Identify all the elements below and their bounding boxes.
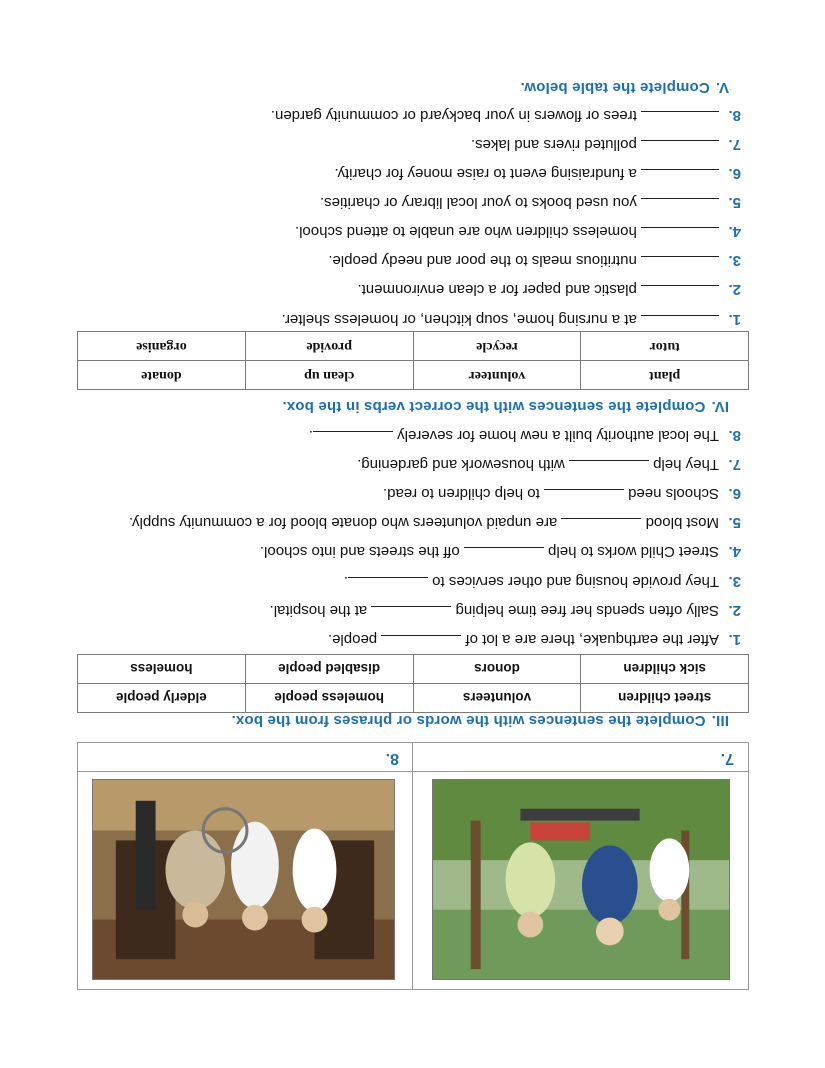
word-box-iv [77,331,749,390]
exercise-item [270,602,741,619]
item-number: 5. [728,514,741,531]
box-word: donate [78,361,246,390]
item-text: Schools need [628,485,719,502]
box-word: tutor [581,332,749,361]
item-text: The local authority built a new home for severely [397,427,719,444]
answer-blank[interactable] [641,315,719,328]
exercise-item [129,514,741,531]
answer-blank[interactable] [641,111,719,124]
photo-number: 8. [385,750,399,767]
item-number: 6. [728,485,741,502]
item-text: . [308,427,313,444]
item-text: are unpaid volunteers who donate blood for a community supply. [128,514,558,531]
box-word: sick children [581,655,749,684]
exercise-item [357,456,741,473]
box-word: homeless [78,655,246,684]
exercise-item [309,427,741,444]
answer-blank[interactable] [641,169,719,182]
section-title: Complete the sentences with the words or phrases from the box. [231,712,706,729]
answer-blank[interactable] [569,460,649,473]
item-text: off the streets and into school. [259,543,460,560]
photo-volunteers-planting [432,779,730,980]
exercise-item [328,252,741,269]
item-number: 8. [728,107,741,124]
item-text: people. [327,631,378,648]
exercise-item [271,107,741,124]
item-number: 4. [728,223,741,240]
photo-volunteers-elderly [92,779,395,980]
item-text: nutritious meals to the poor and needy people. [328,252,637,269]
item-number: 8. [728,427,741,444]
answer-blank[interactable] [313,431,393,444]
item-number: 2. [728,281,741,298]
box-word: elderly people [78,684,246,713]
answer-blank[interactable] [544,489,624,502]
exercise-item [471,136,741,153]
box-word: volunteers [413,684,581,713]
item-text: They help [653,456,719,473]
section-heading-iv [282,398,729,415]
answer-blank[interactable] [348,577,428,590]
item-number: 5. [728,194,741,211]
section-number: III. [711,712,729,729]
item-text: Most blood [645,514,719,531]
section-number: IV. [711,398,729,415]
item-number: 4. [728,543,741,560]
item-text: with housework and gardening. [357,456,565,473]
item-text: at a nursing home, soup kitchen, or homeless shelter. [281,311,637,328]
answer-blank[interactable] [641,227,719,240]
word-box-iii [77,654,749,713]
exercise-item [328,631,741,648]
section-heading-v [520,79,729,96]
item-number: 7. [728,136,741,153]
item-text: . [343,573,348,590]
answer-blank[interactable] [561,518,641,531]
section-title: Complete the table below. [520,79,710,96]
box-word: plant [581,361,749,390]
box-word: organise [78,332,246,361]
exercise-item [320,194,741,211]
box-word: donors [413,655,581,684]
item-text: After the earthquake, there are a lot of [465,631,719,648]
box-word: provide [245,332,413,361]
item-text: a fundraising event to raise money for charity. [334,165,637,182]
item-text: Sally often spends her free time helping [455,602,719,619]
answer-blank[interactable] [371,606,451,619]
box-word: homeless people [245,684,413,713]
item-text: plastic and paper for a clean environment. [357,281,637,298]
answer-blank[interactable] [381,635,461,648]
photo-divider [412,743,413,989]
section-title: Complete the sentences with the correct verbs in the box. [282,398,706,415]
answer-blank[interactable] [641,285,719,298]
item-number: 1. [728,631,741,648]
photo-frame [77,742,749,990]
exercise-item [334,165,741,182]
item-text: homeless children who are unable to attend school. [294,223,637,240]
item-number: 7. [728,456,741,473]
answer-blank[interactable] [641,256,719,269]
item-number: 6. [728,165,741,182]
item-text: polluted rivers and lakes. [470,136,637,153]
item-text: trees or flowers in your backyard or community garden. [270,107,637,124]
item-number: 1. [728,311,741,328]
item-number: 3. [728,252,741,269]
answer-blank[interactable] [641,140,719,153]
exercise-item [344,573,741,590]
section-number: V. [715,79,729,96]
answer-blank[interactable] [641,198,719,211]
item-text: at the hospital. [269,602,368,619]
section-heading-iii [231,712,729,729]
box-word: recycle [413,332,581,361]
item-number: 2. [728,602,741,619]
exercise-item [282,311,741,328]
exercise-item [260,543,741,560]
item-text: They provide housing and other services to [432,573,719,590]
item-text: you used books to your local library or charities. [320,194,637,211]
item-text: to help children to read. [382,485,540,502]
answer-blank[interactable] [464,547,544,560]
exercise-item [295,223,741,240]
box-word: volunteer [413,361,581,390]
box-word: street children [581,684,749,713]
photo-divider [78,771,748,772]
item-number: 3. [728,573,741,590]
box-word: clean up [245,361,413,390]
box-word: disabled people [245,655,413,684]
exercise-item [357,281,741,298]
item-text: Street Child works to help [548,543,719,560]
photo-number: 7. [720,750,734,767]
exercise-item [383,485,741,502]
